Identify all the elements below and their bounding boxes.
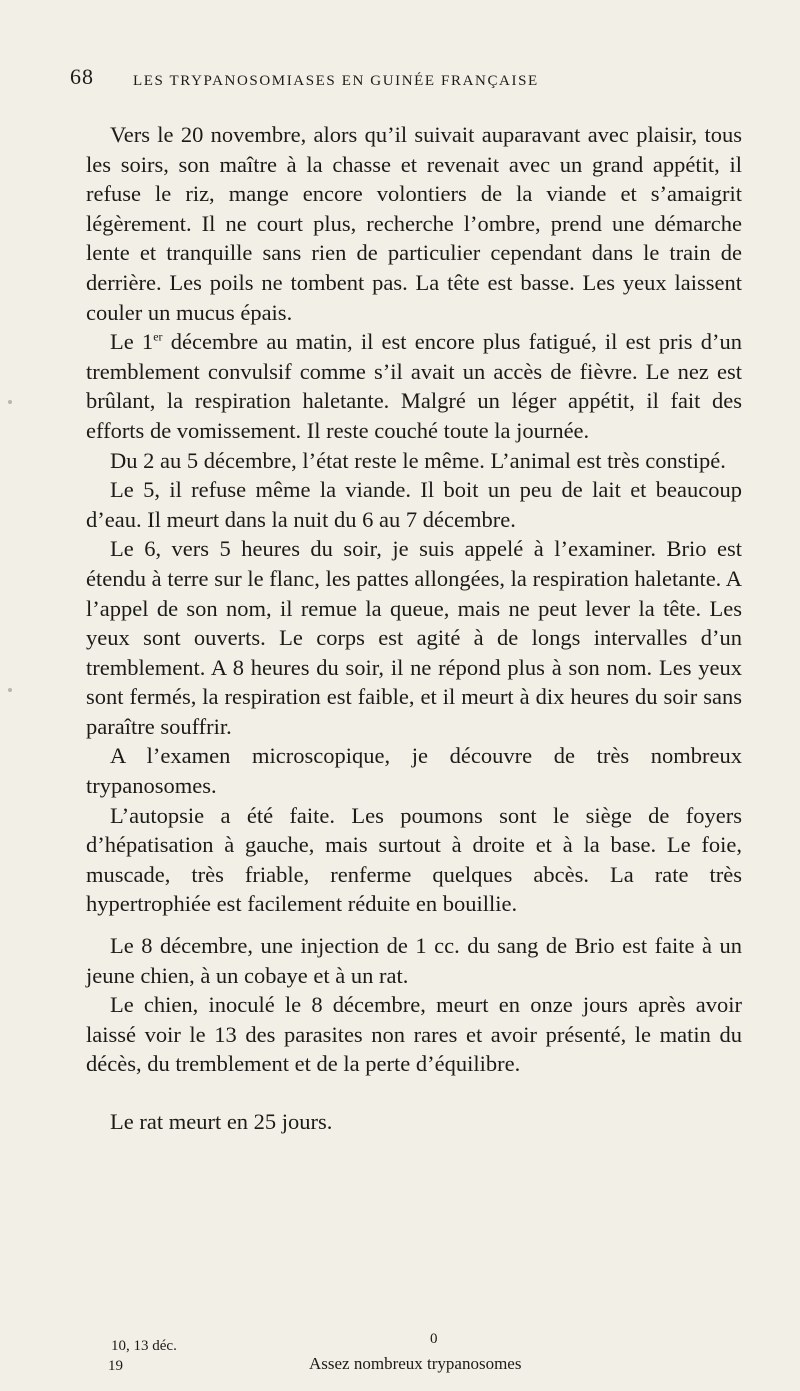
first-december-prefix: Le 1 [110,329,154,355]
observation-date-2: 19 [108,1358,123,1374]
paragraph-dog: Le chien, inoculé le 8 décembre, meurt en onze jours après avoir laissé voir le 13 des parasites non rares et avoir présenté, le matin du décès, du tremblement et de la perte d’équilibre. [86,992,742,1077]
margin-speck [8,688,12,692]
body-text [86,120,742,1137]
running-head: LES TRYPANOSOMIASES EN GUINÉE FRANÇAISE [133,73,539,89]
page-number: 68 [70,64,94,89]
observation-date-1: 10, 13 déc. [111,1338,177,1354]
paragraph-refuses-meat: Le 5, il refuse même la viande. Il boit un peu de lait et beaucoup d’eau. Il meurt dans la nuit du 6 au 7 décembre. [86,477,742,532]
paragraph-symptoms: Vers le 20 novembre, alors qu’il suivait auparavant avec plaisir, tous les soirs, son maître à la chasse et revenait avec un grand appétit, il refuse le riz, mange encore volontiers de la viande et s’amaigrit légèrement. Il ne court plus, recherche l’ombre, prend une démarche lente et tranquille sans rien de particulier cependant dans le train de derrière. Les poils ne tombent pas. La tête est basse. Les yeux laissent couler un mucus épais. [86,122,742,325]
paragraph-examination: Le 6, vers 5 heures du soir, je suis appelé à l’examiner. Brio est étendu à terre sur le flanc, les pattes allongées, la respiration haletante. A l’appel de son nom, il remue la queue, mais ne peut lever la tête. Les yeux sont ouverts. Le corps est agité à de longs intervalles d’un tremblement. A 8 heures du soir, il ne répond plus à son nom. Les yeux sont fermés, la respiration est faible, et il meurt à dix heures du soir sans paraître souffrir. [86,536,742,739]
observation-result-1: 0 [430,1331,438,1347]
paragraph-microscopy: A l’examen microscopique, je découvre de très nombreux trypanosomes. [86,743,742,799]
paragraph-autopsy: L’autopsie a été faite. Les poumons sont le siège de foyers d’hépatisation à gauche, mais surtout à droite et à la base. Le foie, muscade, très friable, renferme quelques abcès. La rate très hypertrophiée est facilement réduite en bouillie. [86,802,742,917]
observation-result-2: Assez nombreux trypanosomes [309,1354,522,1373]
first-december-text: décembre au matin, il est encore plus fatigué, il est pris d’un tremblement convulsif comme s’il avait un accès de fièvre. Le nez est brûlant, la respiration haletante. Malgré un léger appétit, il fait des efforts de vomissement. Il reste couché toute la journée. [86,329,742,443]
paragraph-first-december [86,327,742,445]
paragraph-rat: Le rat meurt en 25 jours. [110,1109,333,1134]
margin-speck [8,400,12,404]
paragraph-injection: Le 8 décembre, une injection de 1 cc. du sang de Brio est faite à un jeune chien, à un cobaye et à un rat. [86,933,742,988]
paragraph-constipation: Du 2 au 5 décembre, l’état reste le même. L’animal est très constipé. [110,447,726,473]
ordinal-superscript: er [153,329,163,344]
